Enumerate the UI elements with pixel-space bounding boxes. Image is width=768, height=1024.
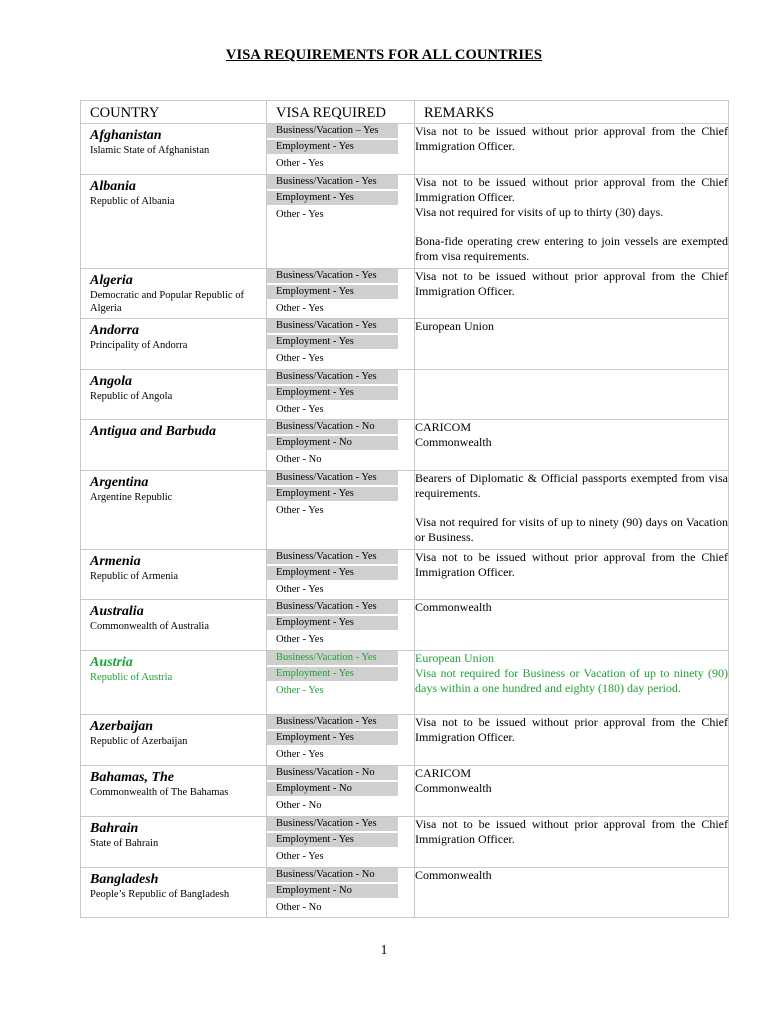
visa-required-cell — [267, 651, 415, 715]
business-visa-line: Business/Vacation - Yes — [267, 175, 398, 189]
country-name: Argentina — [90, 475, 149, 490]
country-name: Antigua and Barbuda — [90, 424, 217, 439]
other-visa-line: Other - Yes — [276, 748, 324, 760]
country-full-name: Islamic State of Afghanistan — [90, 145, 210, 156]
table-row — [81, 868, 729, 918]
remarks-cell — [415, 600, 729, 651]
remark-text: Visa not required for visits of up to thirty (30) days. — [415, 205, 664, 219]
country-full-name: People’s Republic of Bangladesh — [90, 889, 230, 900]
country-cell — [81, 420, 267, 471]
remark-text: European Union — [415, 651, 494, 665]
other-visa-line: Other - Yes — [276, 302, 324, 314]
country-name: Armenia — [90, 554, 141, 569]
remarks-cell — [415, 269, 729, 319]
business-visa-line: Business/Vacation - Yes — [267, 471, 398, 485]
visa-required-cell — [267, 269, 415, 319]
remark-text: Bona-fide operating crew entering to join vessels are exempted from visa requirements. — [415, 234, 728, 263]
remarks-cell — [415, 420, 729, 471]
remark-text: Visa not to be issued without prior approval from the Chief Immigration Officer. — [415, 175, 728, 204]
country-full-name: Republic of Angola — [90, 391, 173, 402]
remark-text: Commonwealth — [415, 600, 492, 614]
visa-required-cell — [267, 319, 415, 370]
remark-text: Bearers of Diplomatic & Official passports exempted from visa requirements. — [415, 471, 728, 500]
business-visa-line: Business/Vacation - Yes — [267, 319, 398, 333]
other-visa-line: Other - Yes — [276, 208, 324, 220]
country-name: Austria — [90, 655, 133, 670]
page-number: 1 — [380, 942, 388, 957]
other-visa-line: Other - Yes — [276, 504, 324, 516]
remarks-cell — [415, 471, 729, 550]
visa-required-cell — [267, 471, 415, 550]
employment-visa-line: Employment - No — [267, 884, 398, 898]
remarks-spacer — [415, 501, 728, 515]
table-row — [81, 550, 729, 600]
remark-text: CARICOM — [415, 766, 472, 780]
employment-visa-line: Employment - Yes — [267, 386, 398, 400]
country-name: Bahrain — [90, 821, 139, 836]
employment-visa-line: Employment - No — [267, 436, 398, 450]
remarks-cell — [415, 370, 729, 420]
table-row — [81, 124, 729, 175]
other-visa-line: Other - No — [276, 799, 322, 811]
other-visa-line: Other - Yes — [276, 583, 324, 595]
other-visa-line: Other - Yes — [276, 684, 324, 696]
country-name: Bangladesh — [90, 872, 159, 887]
table-row — [81, 319, 729, 370]
remarks-cell — [415, 766, 729, 817]
country-cell — [81, 370, 267, 420]
business-visa-line: Business/Vacation - Yes — [267, 370, 398, 384]
table-row — [81, 651, 729, 715]
business-visa-line: Business/Vacation - No — [267, 766, 398, 780]
remark-text: CARICOM — [415, 420, 472, 434]
country-name: Andorra — [90, 323, 140, 338]
employment-visa-line: Employment - Yes — [267, 335, 398, 349]
other-visa-line: Other - Yes — [276, 352, 324, 364]
country-cell — [81, 124, 267, 175]
table-row — [81, 600, 729, 651]
country-name: Albania — [90, 179, 136, 194]
business-visa-line: Business/Vacation - No — [267, 868, 398, 882]
remarks-cell — [415, 715, 729, 766]
employment-visa-line: Employment - Yes — [267, 833, 398, 847]
remark-text: Visa not required for visits of up to ninety (90) days on Vacation or Business. — [415, 515, 728, 544]
remark-text: Visa not to be issued without prior approval from the Chief Immigration Officer. — [415, 124, 728, 153]
country-full-name: Republic of Austria — [90, 672, 173, 683]
country-name: Angola — [90, 374, 133, 389]
remark-text: Visa not to be issued without prior approval from the Chief Immigration Officer. — [415, 550, 728, 579]
country-cell — [81, 175, 267, 269]
remark-text: Visa not to be issued without prior approval from the Chief Immigration Officer. — [415, 817, 728, 846]
country-full-name: Republic of Azerbaijan — [90, 736, 188, 747]
table-row — [81, 269, 729, 319]
table-row — [81, 766, 729, 817]
country-full-name: Republic of Albania — [90, 196, 175, 207]
employment-visa-line: Employment - Yes — [267, 285, 398, 299]
country-full-name: State of Bahrain — [90, 838, 159, 849]
remarks-spacer — [415, 220, 728, 234]
remark-text: Commonwealth — [415, 781, 492, 795]
header-visa-required: VISA REQUIRED — [267, 101, 415, 124]
business-visa-line: Business/Vacation - Yes — [267, 651, 398, 665]
country-name: Bahamas, The — [90, 770, 175, 785]
employment-visa-line: Employment - Yes — [267, 191, 398, 205]
remark-text: Visa not to be issued without prior approval from the Chief Immigration Officer. — [415, 715, 728, 744]
business-visa-line: Business/Vacation - Yes — [267, 715, 398, 729]
country-name: Afghanistan — [90, 128, 162, 143]
remark-text: Visa not to be issued without prior approval from the Chief Immigration Officer. — [415, 269, 728, 298]
visa-required-cell — [267, 715, 415, 766]
country-full-name: Commonwealth of Australia — [90, 621, 209, 632]
visa-required-cell — [267, 550, 415, 600]
other-visa-line: Other - Yes — [276, 633, 324, 645]
table-row — [81, 175, 729, 269]
business-visa-line: Business/Vacation - Yes — [267, 269, 398, 283]
remarks-cell — [415, 319, 729, 370]
employment-visa-line: Employment - Yes — [267, 667, 398, 681]
remarks-cell — [415, 124, 729, 175]
country-cell — [81, 550, 267, 600]
header-remarks: REMARKS — [415, 101, 729, 124]
employment-visa-line: Employment - Yes — [267, 487, 398, 501]
remarks-cell — [415, 651, 729, 715]
country-cell — [81, 766, 267, 817]
business-visa-line: Business/Vacation - Yes — [267, 817, 398, 831]
employment-visa-line: Employment - No — [267, 782, 398, 796]
other-visa-line: Other - Yes — [276, 157, 324, 169]
remark-text: Visa not required for Business or Vacation of up to ninety (90) days within a one hundred and eighty (180) day period. — [415, 666, 728, 695]
country-cell — [81, 651, 267, 715]
country-full-name: Argentine Republic — [90, 492, 173, 503]
country-cell — [81, 319, 267, 370]
remark-text: Commonwealth — [415, 868, 492, 882]
other-visa-line: Other - No — [276, 453, 322, 465]
remark-text: Commonwealth — [415, 435, 492, 449]
table-row — [81, 420, 729, 471]
country-full-name: Republic of Armenia — [90, 571, 179, 582]
table-body — [81, 124, 729, 918]
table-row — [81, 817, 729, 868]
table-header-row — [81, 101, 729, 124]
business-visa-line: Business/Vacation - Yes — [267, 600, 398, 614]
other-visa-line: Other - No — [276, 901, 322, 913]
country-cell — [81, 868, 267, 918]
employment-visa-line: Employment - Yes — [267, 731, 398, 745]
business-visa-line: Business/Vacation – Yes — [267, 124, 398, 138]
country-cell — [81, 817, 267, 868]
country-cell — [81, 600, 267, 651]
table-row — [81, 370, 729, 420]
visa-required-cell — [267, 600, 415, 651]
header-country: COUNTRY — [81, 101, 267, 124]
employment-visa-line: Employment - Yes — [267, 566, 398, 580]
visa-required-cell — [267, 766, 415, 817]
document-title: VISA REQUIREMENTS FOR ALL COUNTRIES — [225, 47, 543, 63]
visa-required-cell — [267, 175, 415, 269]
visa-table — [80, 100, 729, 918]
business-visa-line: Business/Vacation - No — [267, 420, 398, 434]
visa-required-cell — [267, 868, 415, 918]
remarks-cell — [415, 175, 729, 269]
remarks-cell — [415, 550, 729, 600]
country-name: Algeria — [90, 273, 133, 288]
country-cell — [81, 269, 267, 319]
visa-required-cell — [267, 370, 415, 420]
country-full-name: Democratic and Popular Republic of Algeria — [90, 290, 244, 314]
table-row — [81, 471, 729, 550]
country-name: Azerbaijan — [90, 719, 154, 734]
remark-text: European Union — [415, 319, 494, 333]
table-row — [81, 715, 729, 766]
country-name: Australia — [90, 604, 144, 619]
remarks-cell — [415, 817, 729, 868]
visa-required-cell — [267, 420, 415, 471]
country-full-name: Commonwealth of The Bahamas — [90, 787, 229, 798]
visa-required-cell — [267, 817, 415, 868]
other-visa-line: Other - Yes — [276, 850, 324, 862]
business-visa-line: Business/Vacation - Yes — [267, 550, 398, 564]
country-cell — [81, 471, 267, 550]
remarks-cell — [415, 868, 729, 918]
country-full-name: Principality of Andorra — [90, 340, 188, 351]
country-cell — [81, 715, 267, 766]
employment-visa-line: Employment - Yes — [267, 616, 398, 630]
employment-visa-line: Employment - Yes — [267, 140, 398, 154]
visa-required-cell — [267, 124, 415, 175]
other-visa-line: Other - Yes — [276, 403, 324, 415]
